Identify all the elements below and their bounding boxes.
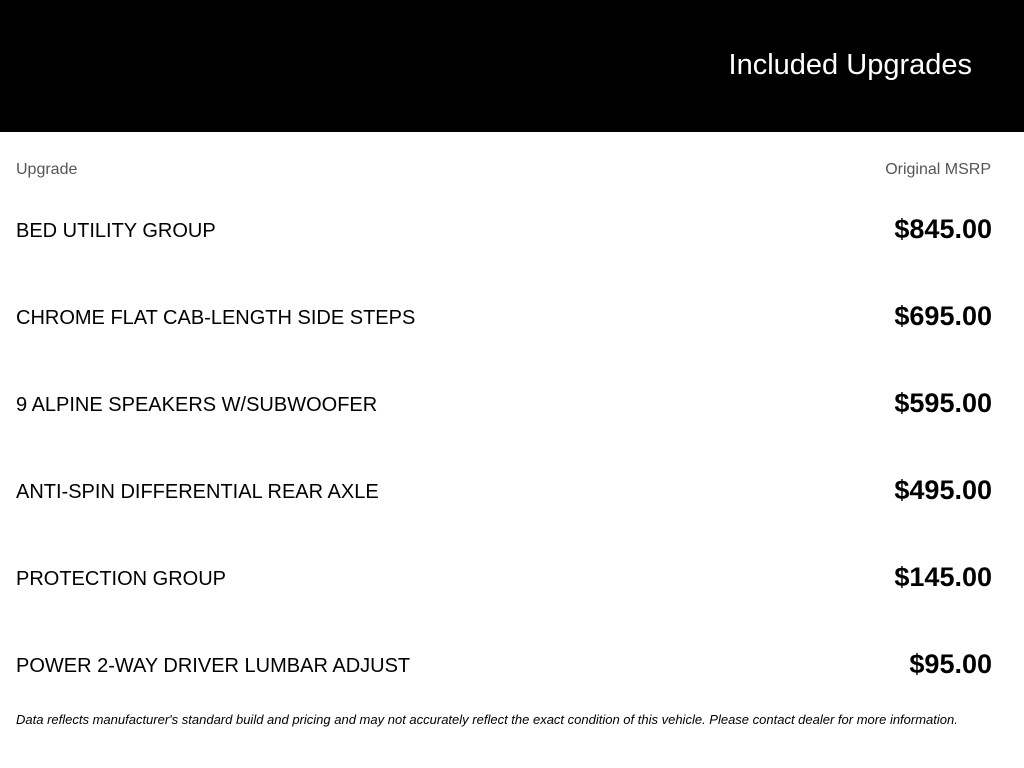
upgrade-name: 9 ALPINE SPEAKERS W/SUBWOOFER (16, 394, 378, 416)
upgrade-price: $145.00 (894, 562, 992, 592)
upgrade-price: $845.00 (894, 214, 992, 244)
table-row (16, 469, 992, 556)
header-bar (0, 0, 1024, 132)
upgrade-price: $95.00 (909, 649, 992, 679)
upgrades-table (16, 132, 992, 730)
table-row (16, 382, 992, 469)
table-row (16, 556, 992, 643)
table-row (16, 295, 992, 382)
upgrade-name: POWER 2-WAY DRIVER LUMBAR ADJUST (16, 655, 411, 677)
column-header-upgrade: Upgrade (16, 161, 78, 178)
column-header-msrp: Original MSRP (885, 161, 991, 178)
upgrade-name: ANTI-SPIN DIFFERENTIAL REAR AXLE (16, 481, 379, 503)
page-title: Included Upgrades (728, 49, 972, 81)
table-row (16, 208, 992, 295)
disclaimer-text: Data reflects manufacturer's standard build and pricing and may not accurately reflect the exact condition of this vehicle. Please contact dealer for more information. (16, 712, 958, 727)
upgrade-name: PROTECTION GROUP (16, 568, 227, 590)
upgrade-name: BED UTILITY GROUP (16, 220, 216, 242)
upgrade-name: CHROME FLAT CAB-LENGTH SIDE STEPS (16, 307, 416, 329)
upgrade-price: $495.00 (894, 475, 992, 505)
column-headers (16, 132, 992, 208)
upgrade-price: $695.00 (894, 301, 992, 331)
upgrade-price: $595.00 (894, 388, 992, 418)
